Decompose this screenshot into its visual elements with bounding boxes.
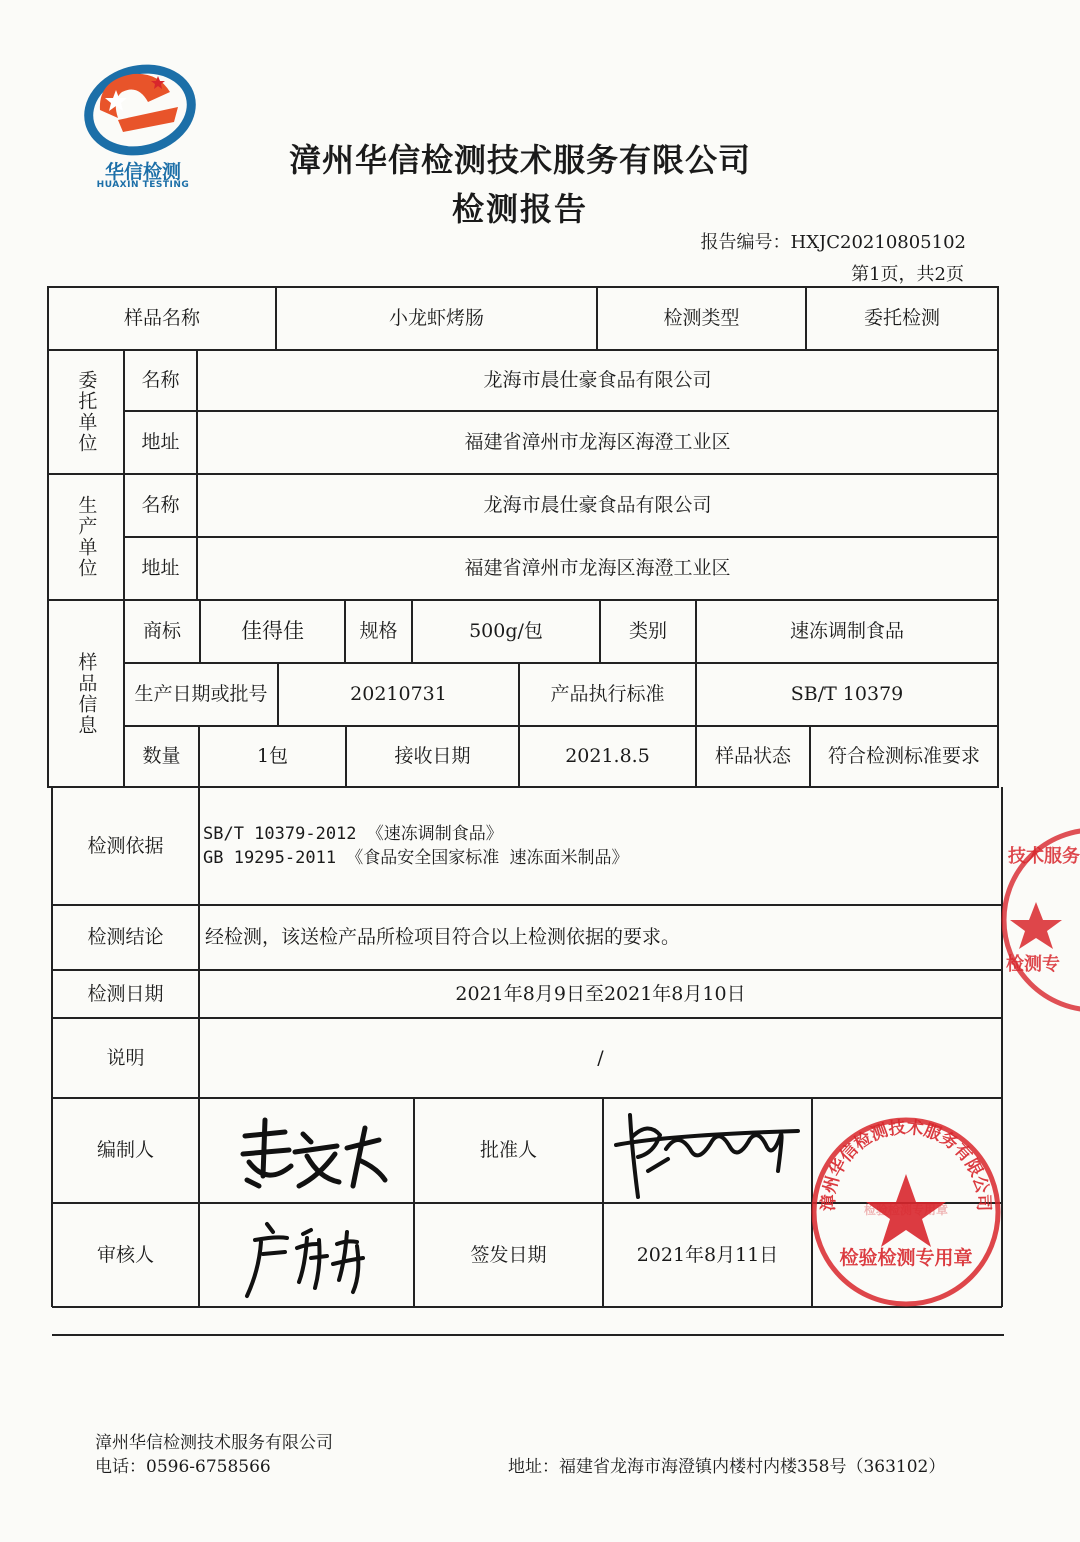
issue-date-value: 2021年8月11日 (636, 1243, 779, 1266)
receive-date-value: 2021.8.5 (565, 745, 650, 768)
logo-emblem-icon (78, 62, 208, 157)
sample-name-label: 样品名称 (123, 307, 200, 330)
producer-name-label: 名称 (141, 494, 180, 517)
producer-group-label: 生产单位 (75, 495, 98, 579)
logo-subtext: HUAXIN TESTING (96, 180, 190, 190)
basis-label: 检测依据 (87, 834, 164, 857)
page-info: 第1页，共2页 (851, 264, 964, 285)
brand-label: 商标 (142, 620, 181, 643)
compiler-signature-icon (207, 1106, 407, 1196)
svg-text:检测专: 检测专 (1006, 954, 1060, 975)
svg-text:技术服务: 技术服务 (1008, 846, 1080, 867)
basis-value (199, 787, 999, 905)
conclusion-value: 经检测，该送检产品所检项目符合以上检测依据的要求。 (205, 926, 681, 949)
reviewer-signature (199, 1203, 414, 1307)
sample-info-group-label: 样品信息 (75, 651, 98, 736)
test-date-label: 检测日期 (87, 982, 164, 1005)
note-value: / (597, 1046, 604, 1069)
category-value: 速冻调制食品 (789, 620, 904, 643)
producer-addr-label: 地址 (141, 557, 180, 580)
test-type-value: 委托检测 (863, 307, 940, 330)
client-name-label: 名称 (141, 369, 180, 392)
report-number: 报告编号：HXJC20210805102 (700, 232, 966, 253)
side-seal (996, 822, 1080, 1018)
approver-label: 批准人 (479, 1139, 537, 1162)
qty-value: 1包 (256, 745, 289, 768)
test-date-value: 2021年8月9日至2021年8月10日 (455, 982, 746, 1005)
compiler-signature (199, 1098, 414, 1203)
producer-name-value: 龙海市晨仕豪食品有限公司 (483, 494, 712, 517)
company-logo (78, 62, 208, 202)
sample-state-label: 样品状态 (714, 745, 791, 768)
basis-line-2: GB 19295-2011 《食品安全国家标准 速冻面米制品》 (203, 848, 629, 868)
category-label: 类别 (628, 620, 667, 643)
standard-label: 产品执行标准 (550, 683, 665, 706)
client-group-label: 委托单位 (75, 370, 98, 454)
svg-text:检验检测专用章: 检验检测专用章 (839, 1247, 973, 1269)
svg-text:漳州华信检测技术服务有限公司: 漳州华信检测技术服务有限公司 (818, 1117, 994, 1212)
compiler-label: 编制人 (96, 1139, 154, 1162)
standard-value: SB/T 10379 (790, 683, 904, 706)
spec-label: 规格 (359, 620, 398, 643)
footer-address: 地址：福建省龙海市海澄镇内楼村内楼358号（363102） (508, 1457, 946, 1477)
client-name-value: 龙海市晨仕豪食品有限公司 (483, 369, 712, 392)
issue-date-label: 签发日期 (470, 1243, 547, 1266)
note-label: 说明 (106, 1046, 145, 1069)
conclusion-label: 检测结论 (87, 926, 164, 949)
prod-date-value: 20210731 (350, 683, 447, 706)
sample-state-value: 符合检测标准要求 (827, 745, 980, 768)
footer-company: 漳州华信检测技术服务有限公司 (95, 1433, 333, 1453)
producer-addr-value: 福建省漳州市龙海区海澄工业区 (464, 557, 731, 580)
company-seal (806, 1112, 1006, 1312)
brand-value: 佳得佳 (241, 618, 304, 643)
reviewer-label: 审核人 (96, 1243, 154, 1266)
prod-date-label: 生产日期或批号 (134, 683, 268, 706)
company-title: 漳州华信检测技术服务有限公司 (288, 141, 751, 179)
approver-signature-icon (608, 1101, 808, 1201)
client-addr-value: 福建省漳州市龙海区海澄工业区 (464, 431, 731, 454)
qty-label: 数量 (142, 745, 181, 768)
spec-value: 500g/包 (469, 620, 543, 643)
document-title: 检测报告 (451, 190, 588, 228)
client-addr-label: 地址 (141, 431, 180, 454)
logo-text: 华信检测 (104, 161, 181, 183)
basis-line-1: SB/T 10379-2012 《速冻调制食品》 (203, 824, 503, 844)
receive-date-label: 接收日期 (394, 745, 471, 768)
reviewer-signature-icon (207, 1210, 407, 1300)
approver-signature (603, 1098, 812, 1203)
footer-phone: 电话：0596-6758566 (95, 1457, 271, 1477)
test-type-label: 检测类型 (663, 307, 740, 330)
footer-divider (52, 1334, 1004, 1336)
sample-name-value: 小龙虾烤肠 (388, 307, 484, 330)
svg-text:检验检测专用章: 检验检测专用章 (863, 1203, 949, 1217)
